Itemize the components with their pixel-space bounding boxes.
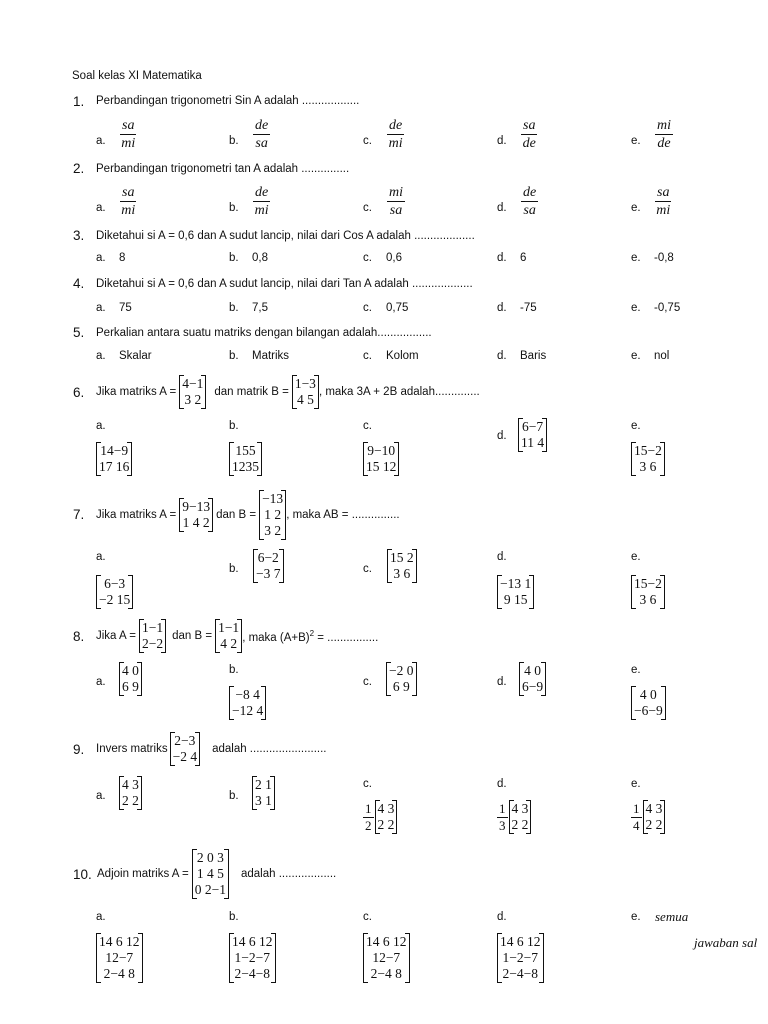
q5-option-a-letter: a. xyxy=(96,350,106,362)
page-title: Soal kelas XI Matematika xyxy=(72,70,202,82)
q3-option-a-letter: a. xyxy=(96,252,106,264)
q6-matrix-a: 4−1 3 2 xyxy=(179,375,206,409)
q7-option-c-letter: c. xyxy=(363,563,372,575)
q8-option-d-matrix-wrap xyxy=(519,662,546,696)
q1-option-b-letter: b. xyxy=(229,135,239,147)
q4-option-b-letter: b. xyxy=(229,302,239,314)
q6-option-c-matrix-wrap xyxy=(363,442,399,476)
q6-option-b-matrix-wrap xyxy=(229,442,262,476)
q9-option-c-scaled-matrix xyxy=(363,800,397,834)
q3-option-a-value: 8 xyxy=(119,252,126,264)
q2-option-e-fraction: $\frac{sa}{mi}$ xyxy=(656,185,671,218)
q7-matrix-b: −13 1 2 3 2 xyxy=(259,490,286,540)
q9-option-d-coefficient: $\frac{1}{3}$ xyxy=(499,800,506,833)
q5-option-b-value: Matriks xyxy=(252,350,290,362)
q2-option-d-letter: d. xyxy=(497,202,507,214)
q5-option-d-letter: d. xyxy=(497,350,507,362)
q10-matrix: 2 0 3 1 4 5 0 2−1 xyxy=(192,849,229,899)
q1-option-b-fraction: $\frac{de}{sa}$ xyxy=(255,118,269,151)
q8-post: , maka $(A+B)^2$ = ................ xyxy=(242,628,379,644)
q6-option-d-matrix: 6−7 11 4 xyxy=(518,418,547,452)
q8-option-b-matrix-wrap xyxy=(229,686,266,720)
q7-option-c-matrix: 15 2 3 6 xyxy=(387,549,417,583)
q9-number: 9. xyxy=(73,742,85,757)
q10-option-d-matrix: 14 6 12 1−2−7 2−4−8 xyxy=(497,933,544,983)
q9-option-a-matrix-wrap xyxy=(119,776,142,810)
q3-option-b-letter: b. xyxy=(229,252,239,264)
q2-option-b-fraction: $\frac{de}{mi}$ xyxy=(254,185,269,218)
q8-option-e-letter: e. xyxy=(631,664,641,676)
q6-pre: Jika matriks A = xyxy=(96,386,177,398)
q7-option-b-matrix-wrap xyxy=(253,549,284,583)
q8-option-a-matrix: 4 0 6 9 xyxy=(119,662,142,696)
q10-option-a-matrix-wrap xyxy=(96,933,143,983)
q7-option-b-letter: b. xyxy=(229,563,239,575)
q8-option-c-letter: c. xyxy=(363,676,372,688)
q8-number: 8. xyxy=(73,629,85,644)
q9-option-e-scaled-matrix xyxy=(631,800,665,834)
q1-option-c-fraction: $\frac{de}{mi}$ xyxy=(388,118,403,151)
q9-option-c-matrix: 4 3 2 2 xyxy=(375,800,398,834)
q3-option-d-letter: d. xyxy=(497,252,507,264)
q8-pre: Jika A = xyxy=(96,630,136,642)
q8-option-c-matrix-wrap xyxy=(386,662,417,696)
q1-option-e-letter: e. xyxy=(631,135,641,147)
q9-stem xyxy=(96,731,327,767)
q3-option-b-value: 0,8 xyxy=(252,252,268,264)
q2-option-a-letter: a. xyxy=(96,202,106,214)
q8-matrix-b: 1−1 4 2 xyxy=(215,619,242,653)
q6-option-a-matrix: 14−9 17 16 xyxy=(96,442,132,476)
q8-matrix-a: 1−1 2−2 xyxy=(139,619,166,653)
q4-option-b-value: 7,5 xyxy=(252,302,268,314)
q6-mid: dan matrik B = xyxy=(214,386,289,398)
q8-option-d-letter: d. xyxy=(497,676,507,688)
q9-option-a-matrix: 4 3 2 2 xyxy=(119,776,142,810)
q6-option-e-matrix: 15−2 3 6 xyxy=(631,442,665,476)
q6-option-b-matrix: 155 1235 xyxy=(229,442,262,476)
q6-option-a-matrix-wrap xyxy=(96,442,132,476)
q9-post: adalah ........................ xyxy=(212,743,327,755)
q6-option-c-matrix: 9−10 15 12 xyxy=(363,442,399,476)
q5-option-c-value: Kolom xyxy=(386,350,419,362)
q4-option-d-letter: d. xyxy=(497,302,507,314)
q1-option-d-letter: d. xyxy=(497,135,507,147)
q6-number: 6. xyxy=(73,385,85,400)
q7-option-b-matrix: 6−2 −3 7 xyxy=(253,549,284,583)
q7-option-d-matrix: −13 1 9 15 xyxy=(497,575,534,609)
q4-number: 4. xyxy=(73,276,85,291)
q7-stem xyxy=(96,488,400,542)
q9-option-c-coefficient: $\frac{1}{2}$ xyxy=(365,800,372,833)
q5-option-b-letter: b. xyxy=(229,350,239,362)
q10-option-d-matrix-wrap xyxy=(497,933,544,983)
q8-option-b-matrix: −8 4 −12 4 xyxy=(229,686,266,720)
q8-option-b-letter: b. xyxy=(229,664,239,676)
q6-option-c-letter: c. xyxy=(363,420,372,432)
q6-stem xyxy=(96,374,480,410)
q9-pre: Invers matriks xyxy=(96,743,168,755)
q4-option-e-letter: e. xyxy=(631,302,641,314)
q4-option-e-value: -0,75 xyxy=(654,302,681,314)
q6-option-e-matrix-wrap xyxy=(631,442,665,476)
q1-option-d-fraction: $\frac{sa}{de}$ xyxy=(522,118,536,151)
q8-option-c-matrix: −2 0 6 9 xyxy=(386,662,417,696)
q2-option-a-fraction: $\frac{sa}{mi}$ xyxy=(121,185,136,218)
q8-mid: dan B = xyxy=(172,630,213,642)
q8-option-e-matrix-wrap xyxy=(631,686,666,720)
q1-text: Perbandingan trigonometri Sin A adalah .................. xyxy=(96,95,360,107)
q7-option-e-matrix: 15−2 3 6 xyxy=(631,575,665,609)
q4-option-a-value: 75 xyxy=(119,302,132,314)
q7-option-a-matrix: 6−3 −2 15 xyxy=(96,575,133,609)
q9-option-b-matrix: 2 1 3 1 xyxy=(252,776,275,810)
q2-option-b-letter: b. xyxy=(229,202,239,214)
q7-option-a-matrix-wrap xyxy=(96,575,133,609)
q5-option-e-letter: e. xyxy=(631,350,641,362)
q3-option-c-value: 0,6 xyxy=(386,252,402,264)
q9-option-d-letter: d. xyxy=(497,778,507,790)
q3-option-e-value: -0,8 xyxy=(654,252,674,264)
q9-option-d-matrix: 4 3 2 2 xyxy=(509,800,532,834)
q7-option-d-matrix-wrap xyxy=(497,575,534,609)
q4-option-c-value: 0,75 xyxy=(386,302,409,314)
q4-text: Diketahui si A = 0,6 dan A sudut lancip, nilai dari Tan A adalah ................... xyxy=(96,278,473,290)
q7-mid: dan B = xyxy=(216,509,257,521)
q3-option-d-value: 6 xyxy=(520,252,527,264)
q10-option-b-letter: b. xyxy=(229,911,239,923)
q10-option-a-matrix: 14 6 12 12−7 2−4 8 xyxy=(96,933,143,983)
q7-pre: Jika matriks A = xyxy=(96,509,177,521)
q2-option-e-letter: e. xyxy=(631,202,641,214)
q2-option-c-fraction: $\frac{mi}{sa}$ xyxy=(389,185,403,218)
q8-stem xyxy=(96,618,378,654)
q5-option-c-letter: c. xyxy=(363,350,372,362)
q6-post: , maka 3A + 2B adalah.............. xyxy=(318,386,480,398)
q5-option-e-value: nol xyxy=(654,350,670,362)
q10-option-b-matrix: 14 6 12 1−2−7 2−4−8 xyxy=(229,933,276,983)
q10-number: 10. xyxy=(73,867,92,882)
q10-option-e-text: semua xyxy=(655,909,689,924)
q10-option-c-matrix-wrap xyxy=(363,933,410,983)
q7-option-a-letter: a. xyxy=(96,551,106,563)
q6-option-d-matrix-wrap xyxy=(518,418,547,452)
q8-option-a-letter: a. xyxy=(96,676,106,688)
q5-number: 5. xyxy=(73,325,85,340)
q1-number: 1. xyxy=(73,94,85,109)
q1-option-a-fraction: $\frac{sa}{mi}$ xyxy=(121,118,136,151)
q10-option-c-letter: c. xyxy=(363,911,372,923)
q7-matrix-a: 9−13 1 4 2 xyxy=(179,498,213,532)
q7-option-e-matrix-wrap xyxy=(631,575,665,609)
q6-option-d-letter: d. xyxy=(497,430,507,442)
q9-option-d-scaled-matrix xyxy=(497,800,531,834)
q8-option-d-matrix: 4 0 6−9 xyxy=(519,662,546,696)
q1-option-e-fraction: $\frac{mi}{de}$ xyxy=(657,118,671,151)
q7-option-e-letter: e. xyxy=(631,551,641,563)
q10-option-e-text-cont: jawaban sal xyxy=(694,935,758,950)
q10-stem xyxy=(97,846,336,902)
q3-text: Diketahui si A = 0,6 dan A sudut lancip, nilai dari Cos A adalah ................... xyxy=(96,230,475,242)
q1-option-c-letter: c. xyxy=(363,135,372,147)
q3-option-e-letter: e. xyxy=(631,252,641,264)
q7-option-d-letter: d. xyxy=(497,551,507,563)
q8-option-a-matrix-wrap xyxy=(119,662,142,696)
q6-option-e-letter: e. xyxy=(631,420,641,432)
q6-matrix-b: 1−3 4 5 xyxy=(292,375,319,409)
q9-option-e-matrix: 4 3 2 2 xyxy=(643,800,666,834)
q1-option-a-letter: a. xyxy=(96,135,106,147)
q8-option-e-matrix: 4 0 −6−9 xyxy=(631,686,666,720)
q4-option-c-letter: c. xyxy=(363,302,372,314)
q10-post: adalah .................. xyxy=(240,868,337,880)
q4-option-d-value: -75 xyxy=(520,302,537,314)
q2-option-c-letter: c. xyxy=(363,202,372,214)
q7-post: , maka AB = ............... xyxy=(286,509,400,521)
q10-option-c-matrix: 14 6 12 12−7 2−4 8 xyxy=(363,933,410,983)
q10-option-b-matrix-wrap xyxy=(229,933,276,983)
q9-option-e-coefficient: $\frac{1}{4}$ xyxy=(633,800,640,833)
q9-option-a-letter: a. xyxy=(96,790,106,802)
q6-option-a-letter: a. xyxy=(96,420,106,432)
q2-option-d-fraction: $\frac{de}{sa}$ xyxy=(523,185,537,218)
q9-option-b-letter: b. xyxy=(229,790,239,802)
q5-option-a-value: Skalar xyxy=(119,350,152,362)
q6-option-b-letter: b. xyxy=(229,420,239,432)
q9-matrix: 2−3 −2 4 xyxy=(170,732,201,766)
q5-text: Perkalian antara suatu matriks dengan bilangan adalah................. xyxy=(96,327,432,339)
q3-option-c-letter: c. xyxy=(363,252,372,264)
q3-number: 3. xyxy=(73,228,85,243)
q9-option-c-letter: c. xyxy=(363,778,372,790)
q2-text: Perbandingan trigonometri tan A adalah ............... xyxy=(96,163,350,175)
q9-option-b-matrix-wrap xyxy=(252,776,275,810)
q10-option-e-letter: e. xyxy=(631,911,641,923)
q7-number: 7. xyxy=(73,507,85,522)
q7-option-c-matrix-wrap xyxy=(387,549,417,583)
q2-number: 2. xyxy=(73,161,85,176)
q4-option-a-letter: a. xyxy=(96,302,106,314)
q9-option-e-letter: e. xyxy=(631,778,641,790)
q5-option-d-value: Baris xyxy=(520,350,547,362)
q10-pre: Adjoin matriks A = xyxy=(97,868,189,880)
q10-option-a-letter: a. xyxy=(96,911,106,923)
q10-option-d-letter: d. xyxy=(497,911,507,923)
